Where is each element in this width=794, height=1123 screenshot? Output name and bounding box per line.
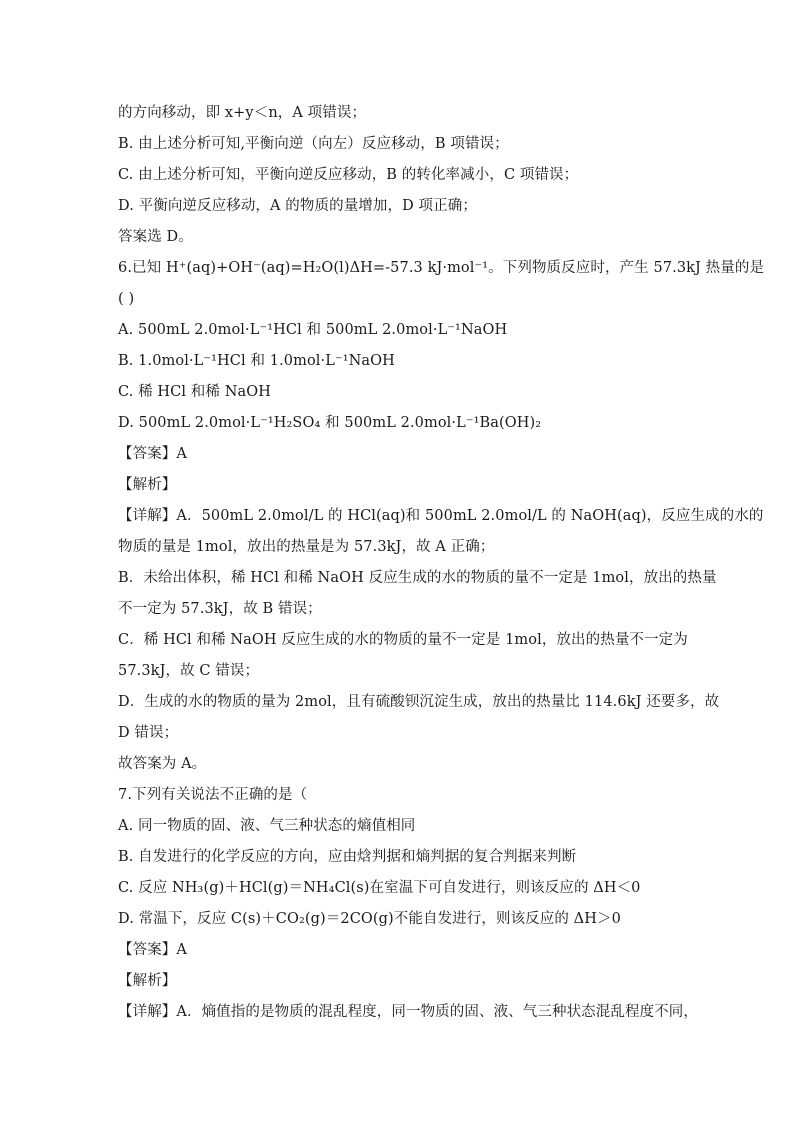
question-7-answer: 【答案】A [118, 942, 187, 958]
question-7-option-a: A. 同一物质的固、液、气三种状态的熵值相同 [118, 818, 416, 834]
question-6-option-b: B. 1.0mol·L⁻¹HCl 和 1.0mol·L⁻¹NaOH [118, 353, 395, 369]
question-6-detail-line: 物质的量是 1mol，放出的热量是为 57.3kJ，故 A 正确； [118, 539, 495, 555]
question-6-option-c: C. 稀 HCl 和稀 NaOH [118, 384, 271, 400]
question-6-detail-line: 【详解】A．500mL 2.0mol/L 的 HCl(aq)和 500mL 2.0mol/L 的 NaOH(aq)，反应生成的水的 [118, 508, 764, 524]
question-7-detail-line: 【详解】A．熵值指的是物质的混乱程度，同一物质的固、液、气三种状态混乱程度不同， [118, 1004, 698, 1020]
question-6-detail-line: B．未给出体积，稀 HCl 和稀 NaOH 反应生成的水的物质的量不一定是 1mol，放出的热量 [118, 570, 717, 586]
question-7-option-c: C. 反应 NH₃(g)＋HCl(g)＝NH₄Cl(s)在室温下可自发进行，则该反应的 ΔH＜0 [118, 880, 641, 896]
question-7-stem: 7.下列有关说法不正确的是（ [118, 787, 308, 803]
question-6-option-d: D. 500mL 2.0mol·L⁻¹H₂SO₄ 和 500mL 2.0mol·L⁻¹Ba(OH)₂ [118, 415, 542, 431]
question-6-analysis-heading: 【解析】 [118, 477, 177, 493]
text-line: 的方向移动，即 x+y＜n，A 项错误； [118, 105, 367, 121]
question-7-option-d: D. 常温下，反应 C(s)＋CO₂(g)＝2CO(g)不能自发进行，则该反应的 ΔH＞0 [118, 911, 621, 927]
question-6-detail-line: D 错误； [118, 725, 179, 741]
question-6-detail-line: 不一定为 57.3kJ，故 B 错误； [118, 601, 322, 617]
option-d-line: D. 平衡向逆反应移动，A 的物质的量增加，D 项正确； [118, 198, 477, 214]
question-6-answer: 【答案】A [118, 446, 187, 462]
option-b-line: B. 由上述分析可知,平衡向逆（向左）反应移动，B 项错误； [118, 136, 509, 152]
question-6-detail-line: C．稀 HCl 和稀 NaOH 反应生成的水的物质的量不一定是 1mol，放出的热量不一定为 [118, 632, 688, 648]
question-6-bracket: ( ) [118, 291, 135, 307]
option-c-line: C. 由上述分析可知，平衡向逆反应移动，B 的转化率减小，C 项错误； [118, 167, 579, 183]
answer-summary-line: 答案选 D。 [118, 229, 193, 245]
document-page [118, 98, 765, 1028]
question-6-stem: 6.已知 H⁺(aq)+OH⁻(aq)=H₂O(l)ΔH=-57.3 kJ·mol⁻¹。下列物质反应时，产生 57.3kJ 热量的是 [118, 260, 765, 276]
question-6-conclusion: 故答案为 A。 [118, 756, 207, 772]
question-7-option-b: B. 自发进行的化学反应的方向，应由焓判据和熵判据的复合判据来判断 [118, 849, 577, 865]
question-7-analysis-heading: 【解析】 [118, 973, 177, 989]
question-6-detail-line: 57.3kJ，故 C 错误； [118, 663, 260, 679]
question-6-detail-line: D．生成的水的物质的量为 2mol，且有硫酸钡沉淀生成，放出的热量比 114.6kJ 还要多，故 [118, 694, 720, 710]
question-6-option-a: A. 500mL 2.0mol·L⁻¹HCl 和 500mL 2.0mol·L⁻¹NaOH [118, 322, 508, 338]
